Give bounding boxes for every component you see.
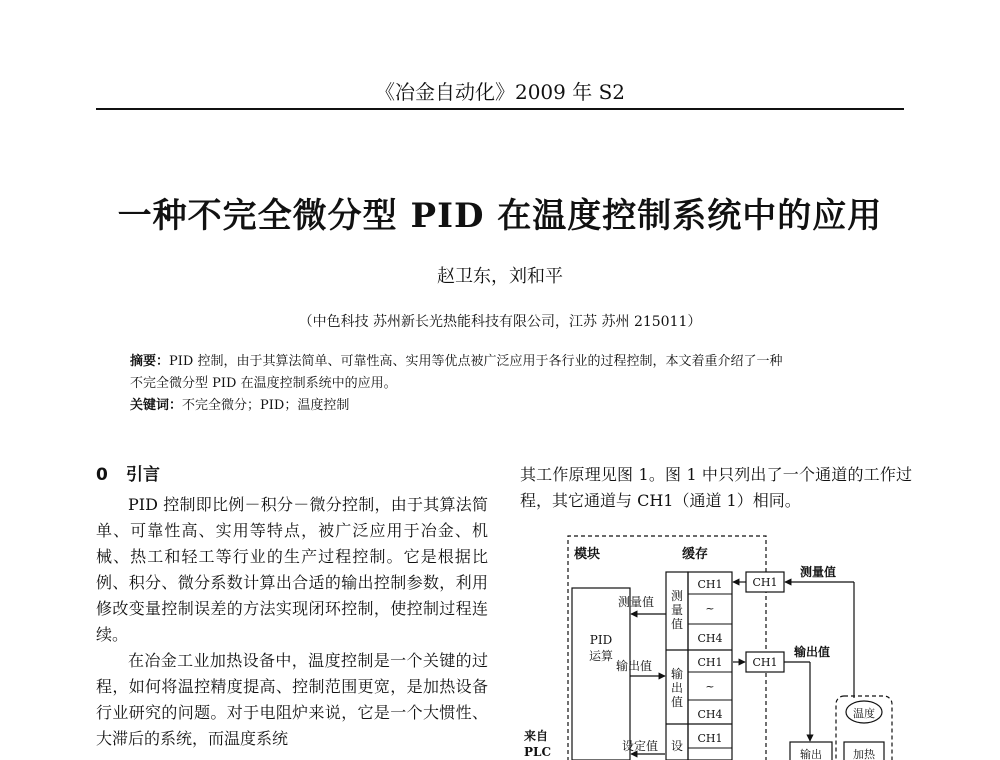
- measured-col-3: 值: [670, 617, 684, 631]
- buffer-label: 缓存: [682, 547, 709, 562]
- figure-1-diagram: [510, 528, 920, 760]
- ch1-output: CH1: [697, 656, 723, 669]
- ch4-measured: CH4: [697, 632, 723, 645]
- output-value-right-label: 输出值: [794, 645, 831, 659]
- abstract-text-line1: PID 控制，由于其算法简单、可靠性高、实用等优点被广泛应用于各行业的过程控制，本文着重介绍了一种: [169, 354, 783, 369]
- output-col-1: 输: [670, 667, 684, 681]
- output-col-3: 值: [670, 695, 684, 709]
- setpoint-value-label: 设定值: [622, 739, 659, 753]
- intro-paragraph-2: 在冶金工业加热设备中，温度控制是一个关键的过程，如何将温控精度提高、控制范围更宽，是加热设备行业研究的问题。对于电阻炉来说，它是一个大惯性、大滞后的系统，而温度系统: [96, 651, 488, 748]
- ch1-measured: CH1: [697, 578, 723, 591]
- intro-paragraph-1: PID 控制即比例－积分－微分控制，由于其算法简单、可靠性高、实用等特点，被广泛应用于冶金、机械、热工和轻工等行业的生产过程控制。它是根据比例、积分、微分系数计算出合适的输出控制参数，利用修改变量控制误差的方法实现闭环控制，使控制过程连续。: [96, 495, 488, 644]
- tilde-output: ~: [705, 680, 715, 693]
- abstract-block: [130, 351, 890, 417]
- paper-authors: 赵卫东，刘和平: [437, 266, 563, 287]
- measured-col-1: 测: [670, 589, 684, 603]
- right-column: [520, 462, 912, 514]
- ch4-output: CH4: [697, 708, 723, 721]
- pid-label-1: PID: [589, 633, 613, 647]
- abstract-line: [130, 351, 890, 373]
- journal-header: 《冶金自动化》2009 年 S2: [374, 80, 626, 104]
- pid-box: [572, 588, 630, 760]
- ch1-input-label: CH1: [752, 576, 778, 589]
- setpoint-col: 设: [670, 739, 684, 753]
- ch1-setpoint: CH1: [697, 732, 723, 745]
- keywords-line: [130, 395, 890, 417]
- paper-title: 一种不完全微分型 PID 在温度控制系统中的应用: [117, 196, 883, 236]
- right-column-paragraph: 其工作原理见图 1。图 1 中只列出了一个通道的工作过程，其它通道与 CH1（通道 1）相同。: [520, 465, 912, 510]
- temperature-label: 温度: [853, 707, 875, 720]
- section-title: 引言: [126, 465, 160, 485]
- abstract-text-line2: 不完全微分型 PID 在温度控制系统中的应用。: [130, 376, 397, 391]
- pid-label-2: 运算: [588, 649, 614, 663]
- figure-1: [510, 528, 920, 760]
- module-boundary: [568, 536, 766, 760]
- measured-value-label: 测量值: [618, 595, 655, 609]
- from-label-1: 来自: [524, 729, 549, 743]
- section-heading: [96, 462, 488, 488]
- measured-col-2: 量: [670, 603, 684, 617]
- header-rule: [96, 108, 904, 110]
- ch1-output-label: CH1: [752, 656, 778, 669]
- left-column: [96, 462, 488, 752]
- tilde-measured: ~: [705, 602, 715, 615]
- abstract-label: 摘要：: [130, 354, 170, 369]
- keywords-text: 不完全微分；PID；温度控制: [182, 398, 350, 413]
- measured-value-right-label: 测量值: [800, 565, 837, 579]
- paper-affiliation: （中色科技 苏州新长光热能科技有限公司，江苏 苏州 215011）: [298, 314, 702, 330]
- from-label-2: PLC: [524, 745, 552, 759]
- module-label: 模块: [574, 547, 601, 562]
- output-box-label: 输出: [800, 748, 822, 760]
- keywords-label: 关键词：: [130, 398, 183, 413]
- output-value-label: 输出值: [616, 659, 653, 673]
- output-col-2: 出: [670, 681, 684, 695]
- heating-label: 加热: [853, 748, 875, 760]
- section-number: 0: [96, 465, 108, 485]
